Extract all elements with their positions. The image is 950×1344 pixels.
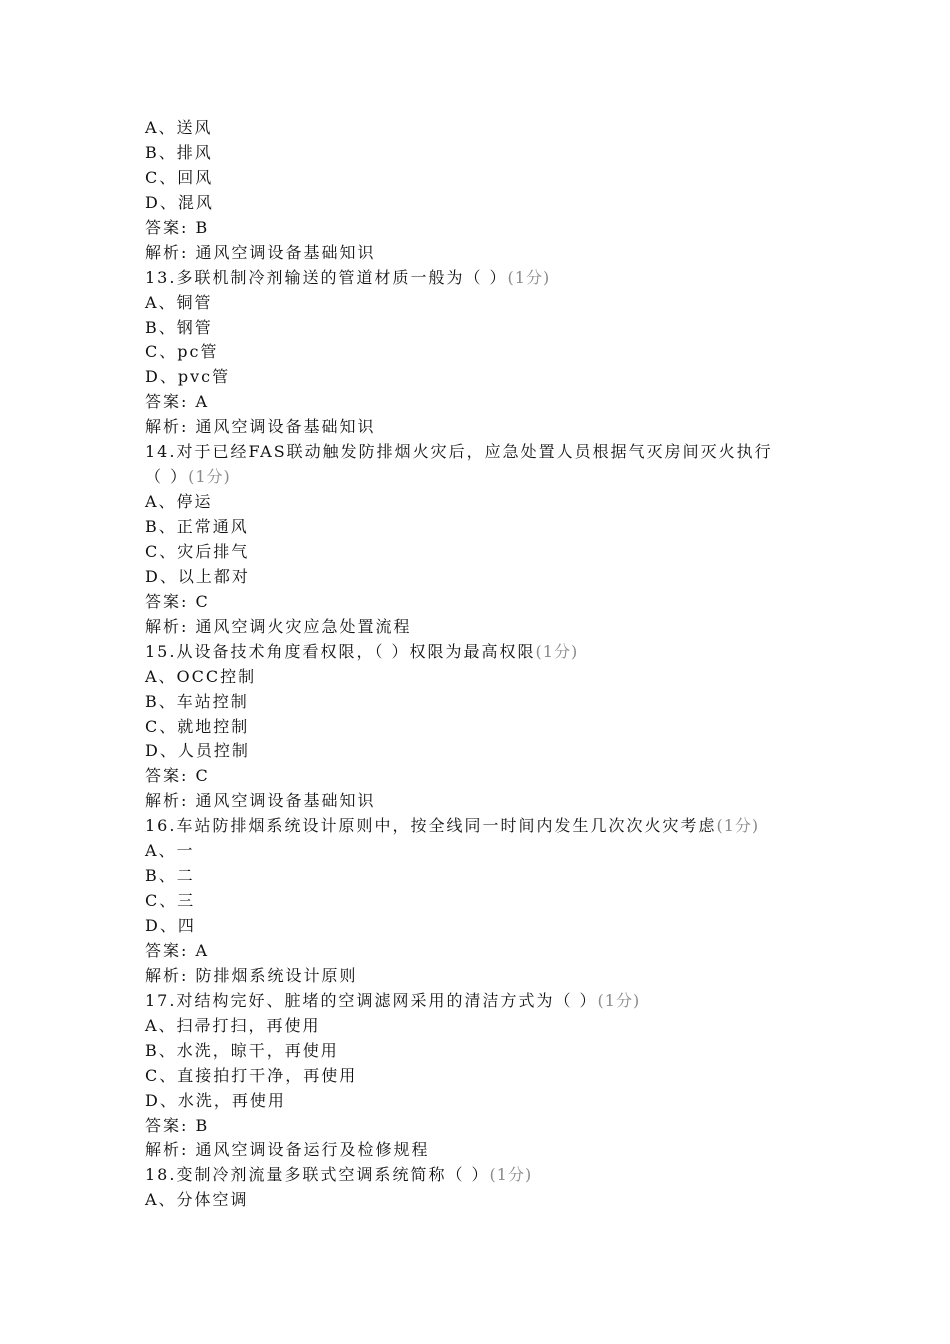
text-line — [145, 116, 845, 141]
text-line — [145, 241, 845, 266]
line-text: D、混风 — [145, 192, 214, 212]
text-line — [145, 141, 845, 166]
text-line — [145, 989, 845, 1014]
line-text: 解析: 通风空调设备基础知识 — [145, 242, 376, 262]
line-text: 答案: A — [145, 392, 210, 412]
line-text: A、OCC控制 — [145, 666, 257, 686]
text-line — [145, 216, 845, 241]
line-text: B、二 — [145, 866, 195, 886]
line-text: C、灾后排气 — [145, 541, 250, 561]
text-line — [145, 465, 845, 490]
text-line — [145, 889, 845, 914]
line-text: C、直接拍打干净，再使用 — [145, 1065, 358, 1085]
line-text: 解析: 防排烟系统设计原则 — [145, 965, 358, 985]
line-text: 答案: B — [145, 217, 210, 237]
document-page — [145, 116, 845, 1213]
text-line — [145, 1188, 845, 1213]
text-line — [145, 839, 845, 864]
text-line — [145, 615, 845, 640]
line-text: 15.从设备技术角度看权限，（ ）权限为最高权限 — [145, 641, 536, 661]
line-text: D、以上都对 — [145, 566, 250, 586]
text-line — [145, 789, 845, 814]
line-text: A、扫帚打扫，再使用 — [145, 1015, 321, 1035]
line-text: A、停运 — [145, 492, 213, 512]
text-line — [145, 515, 845, 540]
text-line — [145, 665, 845, 690]
text-line — [145, 440, 845, 465]
line-text: C、三 — [145, 891, 196, 911]
text-line — [145, 191, 845, 216]
line-text: 13.多联机制冷剂输送的管道材质一般为（ ） — [145, 267, 508, 287]
line-text: 解析: 通风空调设备基础知识 — [145, 791, 376, 811]
line-text: 答案: B — [145, 1115, 210, 1135]
text-line — [145, 540, 845, 565]
text-line — [145, 939, 845, 964]
score-label: (1分) — [489, 1165, 533, 1185]
line-text: 16.车站防排烟系统设计原则中，按全线同一时间内发生几次次火灾考虑 — [145, 816, 717, 836]
text-line — [145, 1163, 845, 1188]
line-text: C、pc管 — [145, 342, 219, 362]
text-line — [145, 291, 845, 316]
line-text: B、钢管 — [145, 317, 213, 337]
text-line — [145, 490, 845, 515]
text-line — [145, 914, 845, 939]
text-line — [145, 340, 845, 365]
line-text: B、排风 — [145, 142, 213, 162]
text-line — [145, 365, 845, 390]
score-label: (1分) — [507, 267, 551, 287]
line-text: A、送风 — [145, 118, 213, 137]
text-line — [145, 964, 845, 989]
line-text: 答案: A — [145, 940, 210, 960]
line-text: B、车站控制 — [145, 691, 249, 711]
text-line — [145, 690, 845, 715]
text-line — [145, 864, 845, 889]
score-label: (1分) — [188, 467, 231, 487]
line-text: D、四 — [145, 916, 196, 935]
line-text: 解析: 通风空调火灾应急处置流程 — [145, 616, 412, 636]
text-line — [145, 316, 845, 341]
text-line — [145, 640, 845, 665]
text-line — [145, 590, 845, 615]
line-text: 17.对结构完好、脏堵的空调滤网采用的清洁方式为（ ） — [145, 990, 598, 1010]
text-line — [145, 1064, 845, 1089]
line-text: 解析: 通风空调设备基础知识 — [145, 417, 376, 437]
text-line — [145, 1039, 845, 1064]
line-text: 答案: C — [145, 766, 210, 786]
line-text: C、回风 — [145, 167, 214, 187]
line-text: 14.对于已经FAS联动触发防排烟火灾后，应急处置人员根据气灭房间灭火执行 — [145, 442, 773, 462]
score-label: (1分) — [597, 990, 641, 1010]
line-text: 解析: 通风空调设备运行及检修规程 — [145, 1140, 430, 1160]
text-line — [145, 1014, 845, 1039]
text-line — [145, 1138, 845, 1163]
score-label: (1分) — [535, 641, 579, 661]
score-label: (1分) — [716, 816, 760, 836]
line-text: B、水洗，晾干，再使用 — [145, 1040, 339, 1060]
text-line — [145, 166, 845, 191]
text-line — [145, 565, 845, 590]
line-text: D、人员控制 — [145, 741, 250, 761]
line-text: B、正常通风 — [145, 517, 249, 536]
text-line — [145, 715, 845, 740]
line-text: 答案: C — [145, 591, 210, 611]
line-text: （ ） — [145, 467, 189, 487]
text-line — [145, 814, 845, 839]
line-text: 18.变制冷剂流量多联式空调系统简称（ ） — [145, 1165, 490, 1185]
text-line — [145, 266, 845, 291]
line-text: D、pvc管 — [145, 367, 231, 387]
line-text: C、就地控制 — [145, 716, 250, 736]
line-text: A、分体空调 — [145, 1190, 249, 1210]
line-text: A、一 — [145, 841, 195, 861]
line-text: D、水洗，再使用 — [145, 1090, 286, 1110]
text-line — [145, 390, 845, 415]
text-line — [145, 415, 845, 440]
text-line — [145, 764, 845, 789]
text-line — [145, 1114, 845, 1139]
line-text: A、铜管 — [145, 292, 213, 312]
text-line — [145, 739, 845, 764]
text-line — [145, 1089, 845, 1114]
